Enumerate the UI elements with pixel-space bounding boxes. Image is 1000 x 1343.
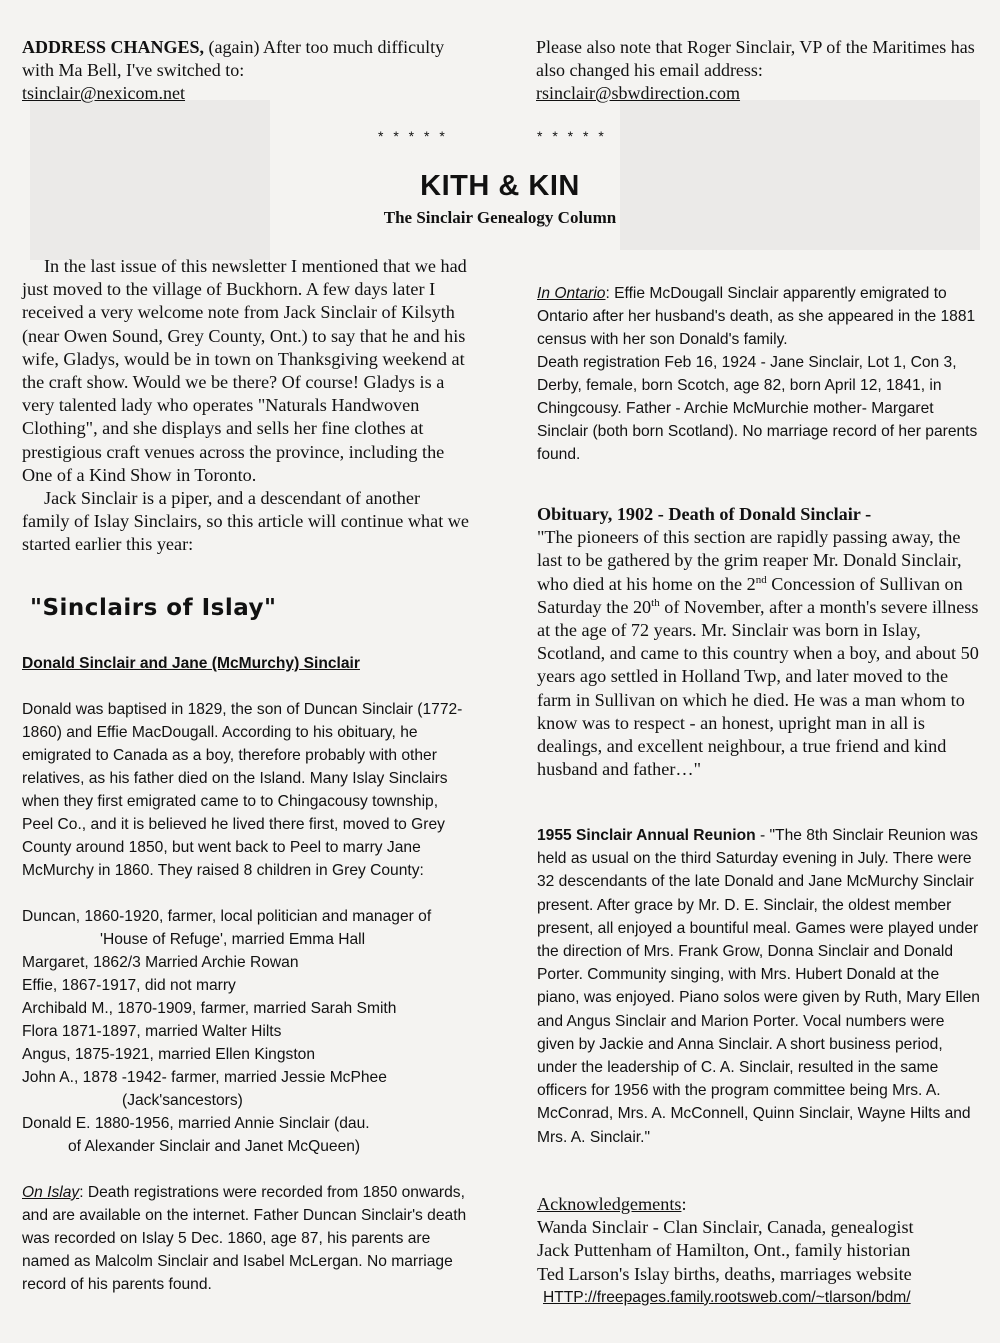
ontario-label: In Ontario: [537, 285, 606, 302]
address-change-note: [22, 36, 472, 105]
child-item: Effie, 1867-1917, did not marry: [22, 977, 236, 994]
child-item: Duncan, 1860-1920, farmer, local politician and manager of: [22, 908, 432, 925]
reunion-heading: 1955 Sinclair Annual Reunion: [537, 827, 756, 844]
child-item: Donald E. 1880-1956, married Annie Sinclair (dau.: [22, 1115, 370, 1132]
obituary-section: [537, 503, 985, 781]
ontario-text: : Effie McDougall Sinclair apparently emigrated to Ontario after her husband's death, as she appeared in the 1881 census with her son Donald's family.: [537, 285, 976, 348]
obituary-sup-a: nd: [755, 573, 767, 586]
child-item-cont: of Alexander Sinclair and Janet McQueen): [68, 1138, 361, 1155]
column-title: KITH & KIN: [420, 170, 580, 202]
reunion-section: [537, 824, 985, 1149]
family-title: Donald Sinclair and Jane (McMurchy) Sinclair: [22, 655, 360, 672]
acknowledgements-section: [537, 1193, 985, 1309]
section-heading: "Sinclairs of Islay": [30, 595, 277, 621]
ontario-section: [537, 282, 985, 466]
website-link[interactable]: HTTP://freepages.family.rootsweb.com/~tlarson/bdm/: [543, 1288, 911, 1306]
separator-right: * * * * *: [537, 128, 607, 144]
intro-article: [22, 255, 472, 557]
child-item: Angus, 1875-1921, married Ellen Kingston: [22, 1046, 315, 1063]
obituary-heading: Obituary, 1902 - Death of Donald Sinclair -: [537, 504, 872, 524]
column-subtitle: The Sinclair Genealogy Column: [383, 208, 617, 227]
reunion-paragraph: [537, 824, 985, 1149]
on-islay-paragraph: [22, 1181, 472, 1296]
child-item-cont: 'House of Refuge', married Emma Hall: [100, 931, 366, 948]
reunion-text: - "The 8th Sinclair Reunion was held as usual on the third Saturday evening in July. There were 32 descendants of the late Donald and Jane McMurchy Sinclair present. After grace by Mr. D. E. Sinclair, the oldest member present, all enjoyed a bountiful meal. Games were played under the direction of Mrs. Frank Grow, Donna Sinclair and Donald Porter. Community singing, with Mrs. Hubert Donald at the piano, was enjoyed. Piano solos were given by Ruth, Mary Ellen and Angus Sinclair and Marion Porter. Vocal numbers were given by Jackie and Anna Sinclair. A short business period, under the leadership of C. A. Sinclair, resulted in the same officers for 1956 with the program committee being Mrs. A. McConrad, Mrs. A. McConnell, Quinn Sinclair, Wayne Hilts and Mrs. A. Sinclair.": [537, 827, 980, 1146]
email-change-note: [536, 36, 984, 105]
acknowledgements-heading-line: [537, 1193, 985, 1216]
obituary-text-a: "The pioneers of this section are rapidly passing away, the last to be gathered by the grim reaper Mr. Donald Sinclair, who died at his home on the 2: [537, 527, 962, 594]
address-change-text: (again) After too much difficulty with Ma Bell, I've switched to:: [22, 37, 445, 80]
child-item: John A., 1878 -1942- farmer, married Jessie McPhee: [22, 1069, 387, 1086]
family-paragraph: Donald was baptised in 1829, the son of Duncan Sinclair (1772-1860) and Effie MacDougall. According to his obituary, he emigrated to Canada as a boy, therefore probably with other relatives, as his father died on the Island. Many Islay Sinclairs when they first emigrated came to to Chingacousy township, Peel Co., and it is believed he lived there first, moved to Grey County around 1850, but went back to Peel to marry Jane McMurchy in 1860. They raised 8 children in Grey County:: [22, 701, 463, 879]
new-email-link[interactable]: tsinclair@nexicom.net: [22, 83, 186, 103]
family-section: [22, 652, 472, 1296]
email-change-text: Please also note that Roger Sinclair, VP of the Maritimes has also changed his email address:: [536, 37, 975, 80]
child-item: Margaret, 1862/3 Married Archie Rowan: [22, 954, 299, 971]
separator-left: * * * * *: [378, 128, 448, 144]
intro-paragraph-2: Jack Sinclair is a piper, and a descendant of another family of Islay Sinclairs, so this article will continue what we started earlier this year:: [22, 488, 470, 555]
child-item: Archibald M., 1870-1909, farmer, married Sarah Smith: [22, 1000, 397, 1017]
roger-email-link[interactable]: rsinclair@sbwdirection.com: [536, 83, 741, 103]
ack-item: Jack Puttenham of Hamilton, Ont., family historian: [537, 1240, 911, 1261]
ack-item: Wanda Sinclair - Clan Sinclair, Canada, genealogist: [537, 1217, 914, 1238]
acknowledgements-colon: :: [681, 1194, 687, 1214]
obituary-sup-b: th: [651, 596, 660, 609]
children-list: [22, 905, 472, 1158]
on-islay-label: On Islay: [22, 1184, 80, 1201]
obituary-text: [537, 526, 985, 781]
acknowledgements-heading: Acknowledgements: [537, 1194, 682, 1214]
on-islay-text: : Death registrations were recorded from 1850 onwards, and are available on the internet. Father Duncan Sinclair's death was recorded on Islay 5 Dec. 1860, age 87, his parents are named as Malcolm Sinclair and Isabel McLergan. No marriage record of his parents found.: [22, 1184, 467, 1293]
ontario-paragraph: [537, 282, 985, 351]
death-registration: Death registration Feb 16, 1924 - Jane Sinclair, Lot 1, Con 3, Derby, female, born Scotch, age 82, born April 12, 1841, in Chingcousy. Father - Archie McMurchie mother- Margaret Sinclair (both born Scotland). No marriage record of her parents found.: [537, 354, 978, 463]
obituary-text-b: Concession of Sullivan on Saturday the 20: [537, 573, 963, 617]
child-item-cont: (Jack'sancestors): [122, 1092, 243, 1109]
ack-item: Ted Larson's Islay births, deaths, marriages website: [537, 1263, 912, 1284]
address-change-label: ADDRESS CHANGES,: [22, 37, 205, 57]
child-item: Flora 1871-1897, married Walter Hilts: [22, 1023, 282, 1040]
obituary-text-c: of November, after a month's severe illness at the age of 72 years. Mr. Sinclair was born in Islay, Scotland, and came to this country when a boy, and about 50 years ago settled in Holland Twp, and later moved to the farm in Sullivan on which he died. He was a man whom to know was to respect - an honest, upright man in all is dealings, and excellent neighbour, a true friend and kind husband and father…": [537, 596, 979, 780]
intro-paragraph-1: In the last issue of this newsletter I mentioned that we had just moved to the village of Buckhorn. A few days later I received a very welcome note from Jack Sinclair of Kilsyth (near Owen Sound, Grey County, Ont.) to say that he and his wife, Gladys, would be in town on Thanksgiving weekend at the craft show. Would we be there? Of course! Gladys is a very talented lady who operates "Naturals Handwoven Clothing", and she displays and sells her fine clothes at prestigious craft venues across the province, including the One of a Kind Show in Toronto.: [22, 256, 467, 485]
